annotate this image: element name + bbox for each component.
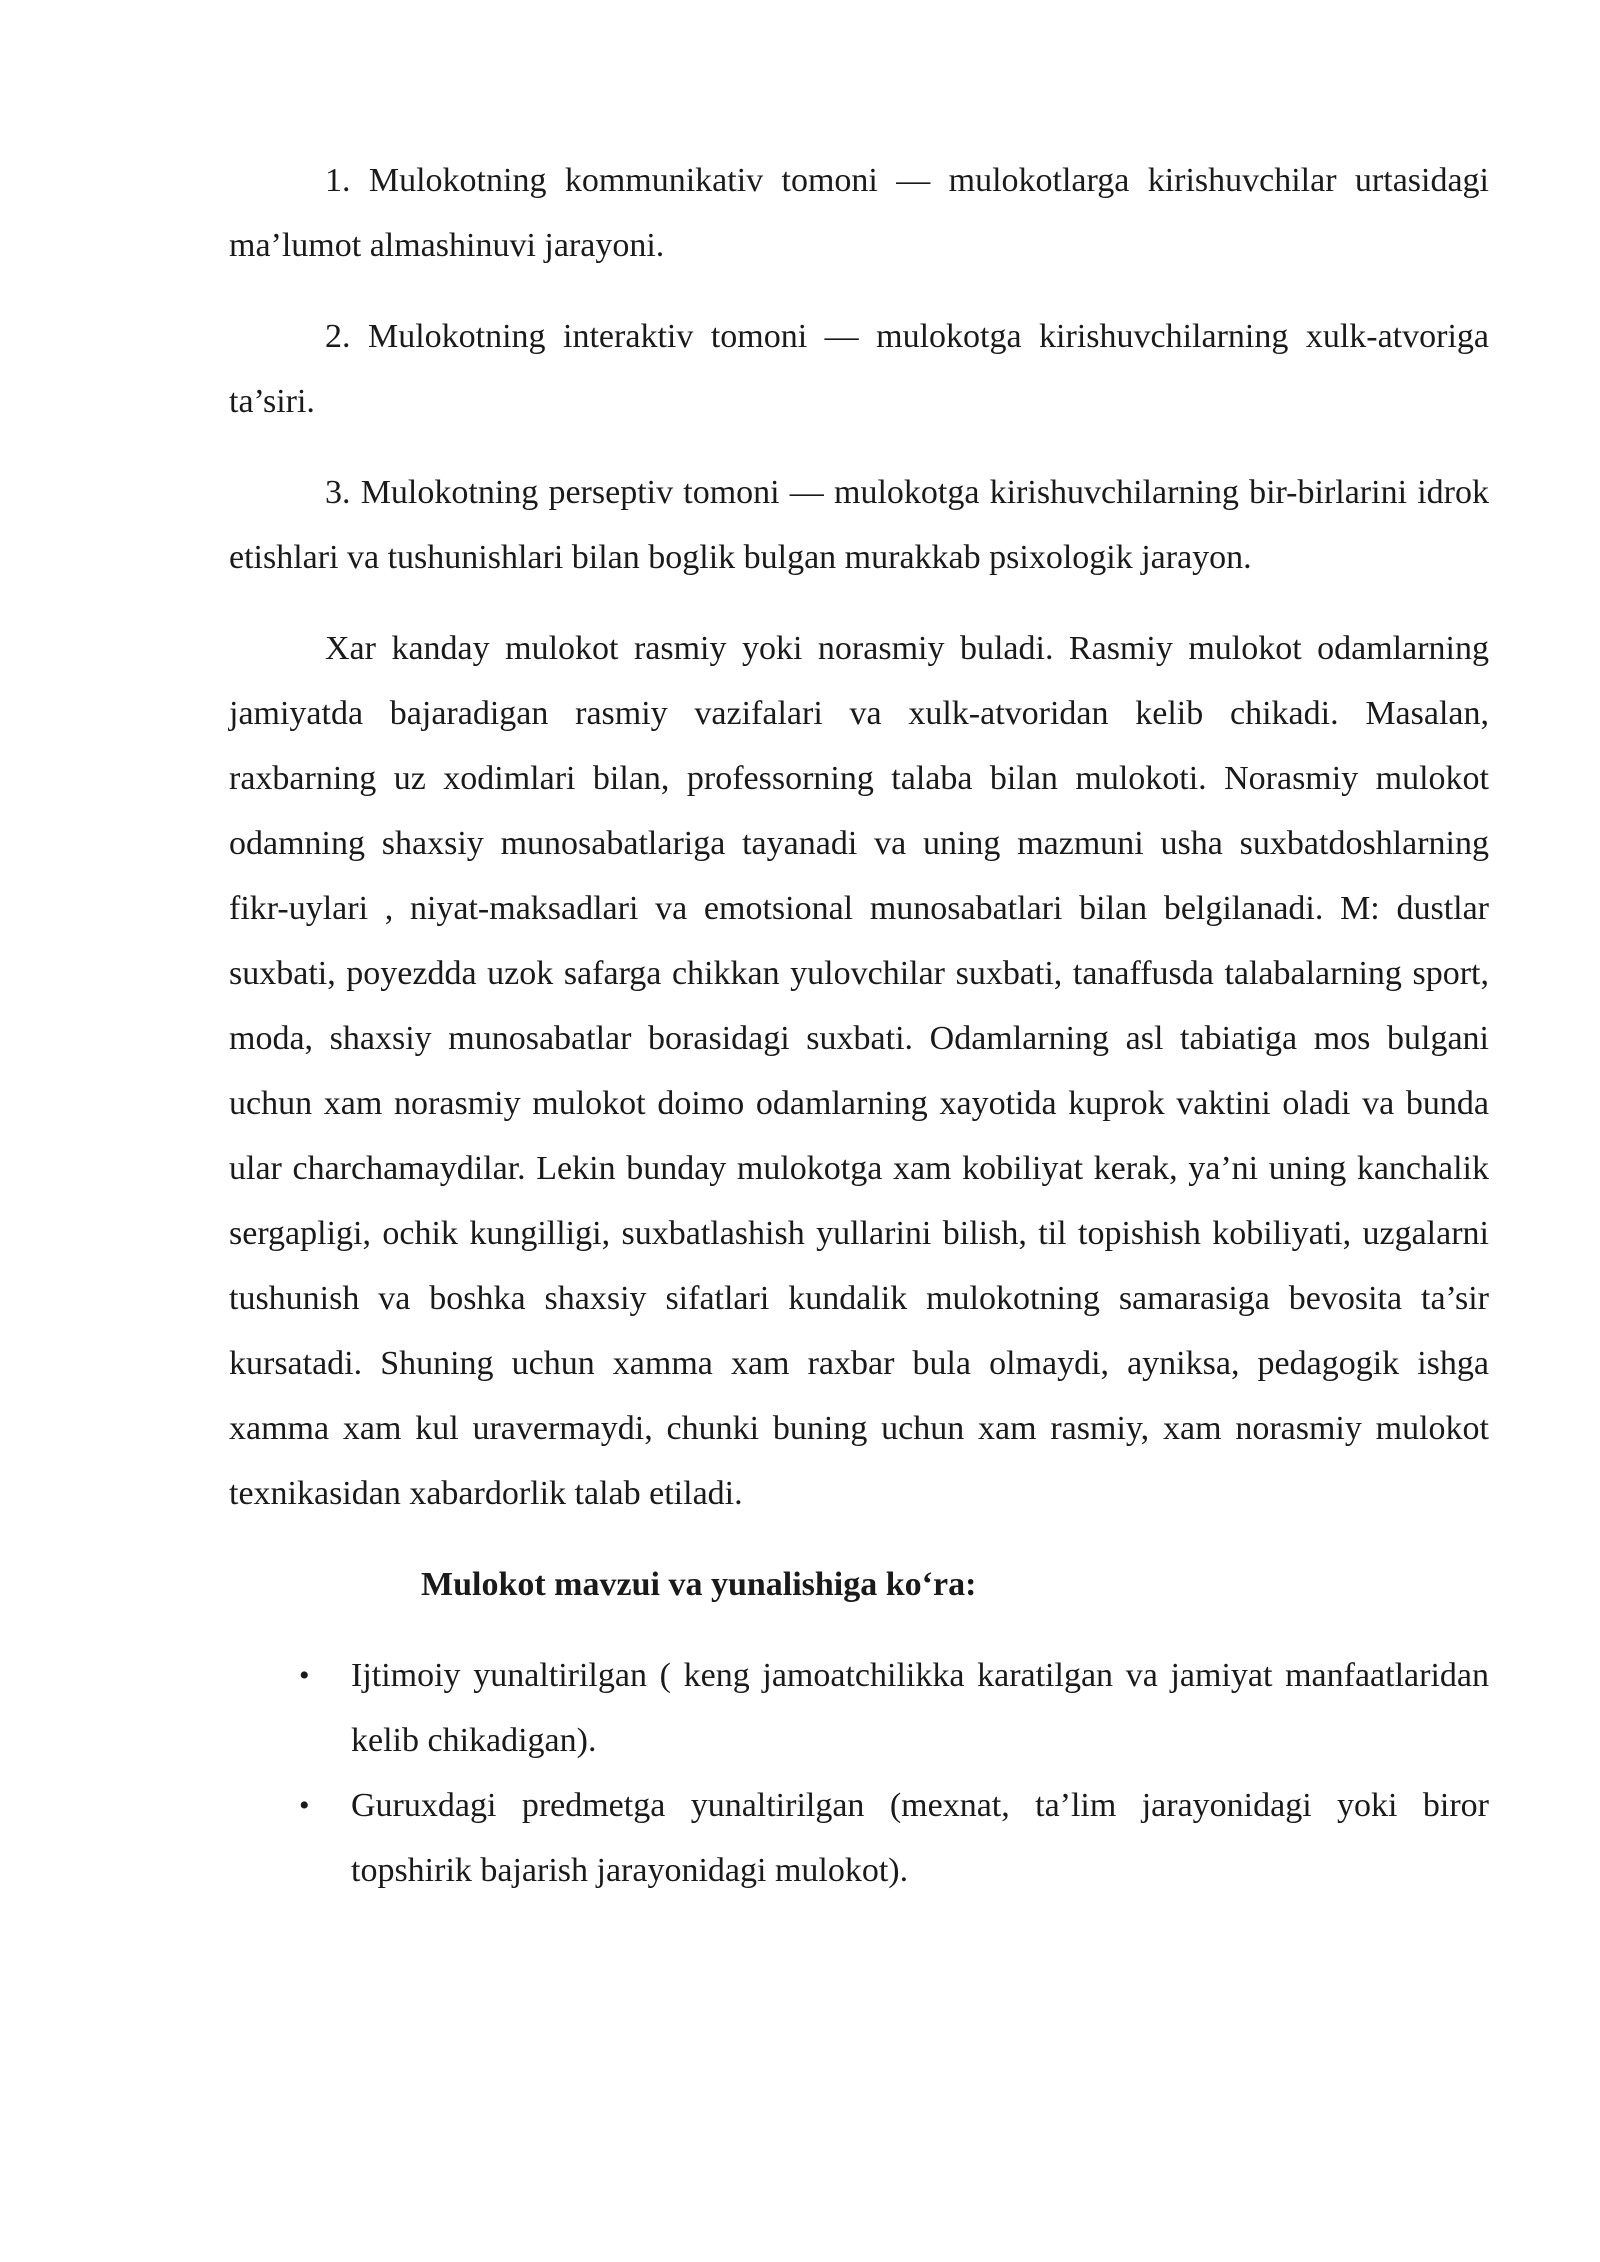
list-item-text: Ijtimoiy yunaltirilgan ( keng jamoatchilikka karatilgan va jamiyat manfaatlaridan kelib chikadigan).	[351, 1657, 1489, 1759]
paragraph-communicative-side: 1. Mulokotning kommunikativ tomoni — mulokotlarga kirishuvchilar urtasidagi ma’lumot almashinuvi jarayoni.	[229, 162, 1489, 264]
paragraph-interactive-side: 2. Mulokotning interaktiv tomoni — mulokotga kirishuvchilarning xulk-atvoriga ta’siri.	[229, 318, 1489, 420]
paragraph-perceptive-side: 3. Mulokotning perseptiv tomoni — mulokotga kirishuvchilarning bir-birlarini idrok etishlari va tushunishlari bilan boglik bulgan murakkab psixologik jarayon.	[229, 474, 1489, 576]
list-item-text: Guruxdagi predmetga yunaltirilgan (mexnat, ta’lim jarayonidagi yoki biror topshirik bajarish jarayonidagi mulokot).	[351, 1787, 1489, 1889]
paragraph-formal-informal: Xar kanday mulokot rasmiy yoki norasmiy buladi. Rasmiy mulokot odamlarning jamiyatda bajaradigan rasmiy vazifalari va xulk-atvoridan kelib chikadi. Masalan, raxbarning uz xodimlari bilan, professorning talaba bilan mulokoti. Norasmiy mulokot odamning shaxsiy munosabatlariga tayanadi va uning mazmuni usha suxbatdoshlarning fikr-uylari , niyat-maksadlari va emotsional munosabatlari bilan belgilanadi. M: dustlar suxbati, poyezdda uzok safarga chikkan yulovchilar suxbati, tanaffusda talabalarning sport, moda, shaxsiy munosabatlar borasidagi suxbati. Odamlarning asl tabiatiga mos bulgani uchun xam norasmiy mulokot doimo odamlarning xayotida kuprok vaktini oladi va bunda ular charchamaydilar. Lekin bunday mulokotga xam kobiliyat kerak, ya’ni uning kanchalik sergapligi, ochik kungilligi, suxbatlashish yullarini bilish, til topishish kobiliyati, uzgalarni tushunish va boshka shaxsiy sifatlari kundalik mulokotning samarasiga bevosita ta’sir kursatadi. Shuning uchun xamma xam raxbar bula olmaydi, ayniksa, pedagogik ishga xamma xam kul uravermaydi, chunki buning uchun xam rasmiy, xam norasmiy mulokot texnikasidan xabardorlik talab etiladi.	[229, 630, 1489, 1512]
bullet-icon: •	[299, 1789, 310, 1822]
section-heading: Mulokot mavzui va yunalishiga ko‘ra:	[421, 1566, 977, 1603]
list-item	[299, 1773, 1489, 1903]
bullet-icon: •	[299, 1659, 310, 1692]
bullet-list	[229, 1643, 1489, 1903]
document-page	[229, 148, 1489, 1903]
list-item	[299, 1643, 1489, 1773]
